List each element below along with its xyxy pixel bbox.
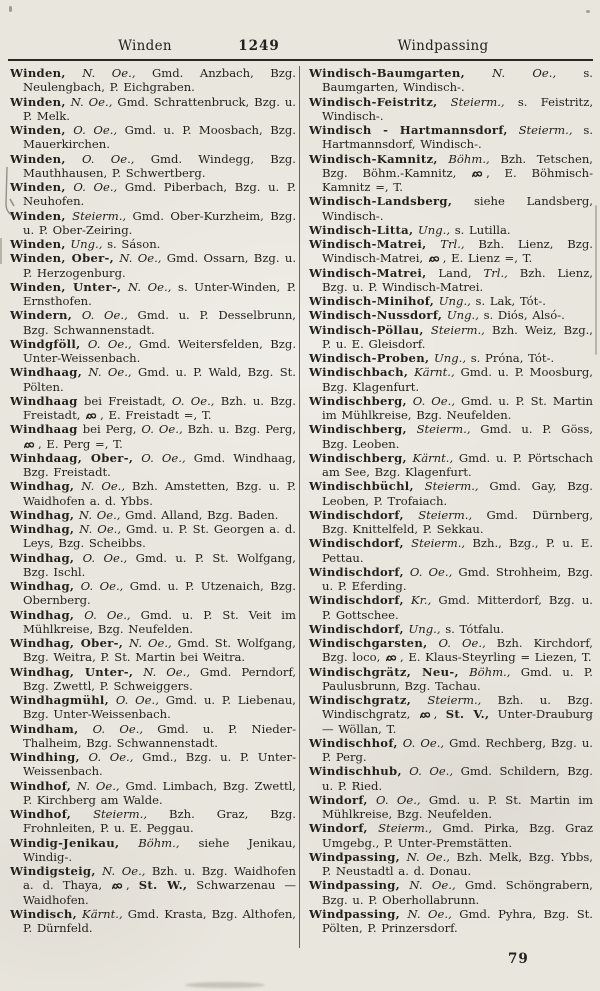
gazetteer-entry (10, 66, 296, 95)
entry-region: Steierm., (71, 807, 148, 821)
entry-text: , E. Freistadt =, T. (100, 408, 212, 422)
entry-region: O. Oe., (133, 450, 186, 465)
entry-text: , (433, 707, 446, 722)
entry-region: Böhm., (119, 835, 180, 850)
gazetteer-entry (309, 907, 593, 936)
entry-headword: Winden, (10, 237, 66, 251)
entry-headword: Windischdorf, (309, 621, 404, 636)
gazetteer-entry (10, 209, 296, 238)
entry-region: Böhm., (458, 664, 511, 679)
entry-region: Steierm., (423, 322, 485, 337)
folio-page-number: 79 (508, 951, 529, 967)
entry-text: Gmd. u. P. Nieder-Thalheim, Bzg. Schwannenstadt. (23, 721, 296, 750)
entry-text: Bzh. Melk, Bzg. Ybbs, P. Neustadtl a. d. Donau. (322, 849, 593, 878)
gazetteer-entry (10, 750, 296, 779)
entry-headword: Windhag, (10, 550, 75, 565)
entry-region: Kärnt., (406, 450, 454, 465)
entry-region: N. Oe., (74, 507, 121, 522)
entry-text: Gmd. u. P. Paulusbrunn, Bzg. Tachau. (322, 664, 593, 693)
entry-region: N. Oe., (65, 94, 113, 109)
gazetteer-entry (309, 821, 593, 850)
entry-text: Bzh. u. Bzg. Waidhofen a. d. Thaya, (23, 864, 296, 893)
entry-text: Gmd. St. Wolfgang, Bzg. Weitra, P. St. Martin bei Weitra. (23, 636, 296, 665)
gazetteer-entry (10, 394, 296, 423)
entry-region: Steierm., (65, 208, 127, 223)
entry-text: bei Perg, (77, 422, 137, 437)
entry-text: Gmd. Ossarn, Bzg. u. P. Herzogenburg. (23, 251, 297, 280)
entry-text: Gmd. Pyhra, Bzg. St. Pölten, P. Prinzersdorf. (322, 906, 593, 935)
entry-text: Gmd. Dürnberg, Bzg. Knittelfeld, P. Sekkau. (322, 507, 594, 536)
gazetteer-entry (10, 608, 296, 637)
entry-text: Gmd. Alland, Bzg. Baden. (120, 507, 279, 522)
entry-text: Gmd. Windhaag, Bzg. Freistadt. (23, 450, 296, 479)
gazetteer-entry (309, 593, 593, 622)
entry-region: Ung., (429, 351, 467, 365)
gazetteer-entry (10, 508, 296, 522)
entry-text: Gmd. Perndorf, Bzg. Zwettl, P. Schweiggers. (23, 664, 297, 693)
entry-text: s. Feistritz, Windisch-. (322, 94, 593, 123)
post-horn-icon (24, 441, 37, 449)
entry-text: Gmd. Strohheim, Bzg. u. P. Eferding. (322, 564, 593, 593)
entry-text: Gmd. u. P. St. Martin im Mühlkreise, Bzg. Neufelden. (322, 792, 593, 821)
entry-region: O. Oe., (65, 123, 118, 137)
entry-headword: Windisch-Litta, (309, 222, 414, 237)
entry-text: Gmd. Schildern, Bzg. u. P. Ried. (322, 764, 593, 793)
gazetteer-entry (309, 123, 593, 152)
gazetteer-entry (10, 907, 296, 936)
entry-text: Bzh. Lienz, Bzg. Windisch-Matrei, (322, 237, 593, 266)
entry-headword: Windisch - Hartmannsdorf, (309, 123, 508, 137)
entry-region: N. Oe., (400, 878, 456, 893)
scan-artifact (586, 10, 590, 13)
entry-region: Steierm., (367, 821, 433, 836)
gazetteer-entry (309, 636, 593, 665)
entry-region: O. Oe., (74, 550, 128, 565)
entry-headword: Windischdorf, (309, 507, 404, 522)
entry-region: Ung., (442, 308, 479, 323)
gazetteer-entry (309, 152, 593, 195)
entry-region: Steierm., (437, 94, 505, 109)
entry-headword: Windorf, (309, 821, 368, 836)
entry-headword: Winden, (10, 66, 66, 80)
entry-region: N. Oe., (65, 66, 136, 80)
entry-headword: St. W., (138, 878, 188, 893)
gazetteer-entry (309, 451, 593, 480)
gazetteer-entry (309, 536, 593, 565)
gazetteer-entry (309, 95, 593, 124)
entry-headword: Windern, (10, 308, 73, 323)
entry-region: O. Oe., (74, 579, 124, 593)
entry-headword: Windhagmühl, (10, 693, 109, 707)
entry-text: , E. Perg =, T. (38, 436, 123, 451)
entry-headword: Windigsteig, (10, 864, 96, 878)
entry-text: Gmd. u. P. Liebenau, Bzg. Unter-Weissenbach. (23, 693, 296, 722)
entry-text: Bzh. Graz, Bzg. Frohnleiten, P. u. E. Peggau. (23, 807, 296, 836)
entry-text: Bzh. Lienz, Bzg. u. P. Windisch-Matrei. (322, 265, 593, 294)
entry-region: N. Oe., (400, 849, 450, 864)
gazetteer-entry (309, 793, 593, 822)
entry-text: Bzh. Kirchdorf, Bzg. loco, (322, 636, 593, 665)
entry-text: bei Freistadt, (77, 393, 166, 408)
entry-headword: Windhag, (10, 607, 75, 622)
entry-headword: Windhag, (10, 507, 75, 522)
running-head-right: Windpassing (397, 38, 489, 54)
entry-headword: Windischdorf, (309, 564, 404, 579)
entry-headword: Windhag, Ober-, (10, 636, 124, 650)
gazetteer-entry (309, 422, 593, 451)
entry-headword: Winden, (10, 123, 66, 137)
gazetteer-entry (10, 551, 296, 580)
scan-artifact (9, 6, 12, 12)
entry-text: Gmd. Schrattenbruck, Bzg. u. P. Melk. (23, 94, 296, 123)
entry-region: Ung., (403, 621, 441, 636)
gazetteer-entry (10, 864, 296, 907)
entry-text: s. Tótfalu. (440, 621, 505, 636)
gazetteer-entry (309, 764, 593, 793)
entry-region: O. Oe., (80, 336, 132, 351)
gazetteer-entry (10, 365, 296, 394)
entry-headword: Windischdorf, (309, 536, 404, 551)
entry-text: s. Próna, Tót-. (466, 351, 555, 365)
entry-headword: Winden, (10, 94, 66, 109)
entry-headword: Windisch-Baumgarten, (309, 66, 465, 80)
entry-headword: Windhof, (10, 807, 72, 821)
running-head-page-number: 1249 (238, 38, 280, 54)
entry-headword: Windischgarsten, (309, 636, 428, 650)
post-horn-icon (420, 711, 433, 719)
gazetteer-entry (10, 95, 296, 124)
entry-headword: St. V., (445, 707, 490, 722)
entry-text: siehe Landsberg, Windisch-. (322, 194, 593, 223)
entry-text: Gmd. u. P. St. Martin im Mühlkreise, Bzg. Neufelden. (322, 393, 593, 422)
entry-headword: Windhaag (10, 422, 78, 437)
entry-headword: Windisch-Feistritz, (309, 94, 438, 109)
entry-headword: Windhag, (10, 579, 75, 593)
entry-region: O. Oe., (401, 764, 454, 779)
gazetteer-entry (10, 422, 296, 451)
entry-text: Bzh. Tetschen, Bzg. Böhm.-Kamnitz, (322, 151, 593, 180)
entry-headword: Windischbüchl, (309, 479, 414, 494)
entry-headword: Windhag, (10, 479, 75, 494)
entry-text: Bzh. u. Bzg. Windischgratz, (322, 693, 593, 722)
entry-text: Bzh. u. Bzg. Freistadt, (23, 393, 296, 422)
gazetteer-entry (10, 451, 296, 480)
entry-region: Ung., (65, 237, 103, 251)
gazetteer-entry (309, 622, 593, 636)
entry-region: O. Oe., (406, 393, 456, 408)
entry-headword: Windischgratz, (309, 693, 412, 707)
entry-region: N. Oe., (95, 864, 146, 878)
entry-region: O. Oe., (403, 564, 453, 579)
gazetteer-entry (10, 337, 296, 366)
entry-headword: Winhdaag, Ober-, (10, 450, 134, 465)
entry-text: Gmd. Rechberg, Bzg. u. P. Perg. (322, 735, 593, 764)
entry-text: Unter-Drauburg — Wöllan, T. (322, 707, 593, 736)
entry-headword: Windpassing, (309, 849, 401, 864)
entry-text: Bzh. Weiz, Bzg., P. u. E. Gleisdorf. (322, 322, 593, 351)
entry-headword: Windhof, (10, 778, 72, 793)
entry-headword: Winden, Unter-, (10, 279, 122, 294)
entry-region: Steierm., (413, 479, 479, 494)
scan-artifact (0, 238, 2, 264)
entry-region: O. Oe., (72, 308, 128, 323)
gazetteer-entry (309, 308, 593, 322)
entry-region: N. Oe., (133, 664, 191, 679)
gazetteer-entry (10, 722, 296, 751)
gazetteer-entry (309, 266, 593, 295)
gazetteer-entry (10, 636, 296, 665)
entry-headword: Windig-Jenikau, (10, 835, 120, 850)
entry-text: Bzh. Amstetten, Bzg. u. P. Waidhofen a. d. Ybbs. (23, 479, 296, 508)
entry-headword: Windhag, Unter-, (10, 664, 134, 679)
post-horn-icon (429, 255, 442, 263)
entry-region: Ung., (434, 294, 471, 308)
entry-headword: Windhag, (10, 522, 75, 536)
entry-region: Steierm., (403, 536, 466, 551)
gazetteer-entry (309, 66, 593, 95)
gazetteer-entry (309, 351, 593, 365)
gazetteer-entry (10, 237, 296, 251)
post-horn-icon (86, 412, 99, 420)
entry-headword: Windisch-Matrei, (309, 265, 427, 280)
entry-text: Bzh. u. Bzg. Perg, (182, 422, 297, 437)
entry-text: Land, (426, 265, 472, 280)
gazetteer-entry (10, 152, 296, 181)
entry-text: Gmd. u. P. Moosburg, Bzg. Klagenfurt. (322, 365, 593, 394)
entry-headword: Windisch-Pöllau, (309, 322, 424, 337)
entry-headword: Winden, (10, 180, 66, 194)
entry-region: O. Oe., (65, 180, 118, 194)
entry-region: O. Oe., (79, 750, 134, 764)
entry-text: s. Lutilla. (450, 222, 511, 237)
entry-text: Gmd. u. P. Utzenaich, Bzg. Obernberg. (23, 579, 296, 608)
entry-headword: Winden, Ober-, (10, 251, 115, 266)
entry-text: Gmd. u. P. Pörtschach am See, Bzg. Klagenfurt. (322, 450, 593, 479)
gazetteer-entry (10, 522, 296, 551)
entry-headword: Winden, (10, 208, 66, 223)
entry-region: O. Oe., (136, 422, 183, 437)
entry-region: O. Oe., (74, 607, 131, 622)
entry-headword: Windisch-Proben, (309, 351, 430, 365)
entry-headword: Windischhub, (309, 764, 402, 779)
header-rule (8, 59, 593, 61)
entry-headword: Windischberg, (309, 450, 407, 465)
post-horn-icon (386, 654, 399, 662)
entry-text: , E. Lienz =, T. (442, 251, 533, 266)
post-horn-icon (472, 170, 485, 178)
entry-text: s. Hartmannsdorf, Windisch-. (322, 123, 594, 152)
entry-headword: Windhaag (10, 393, 78, 408)
entry-region: N. Oe., (464, 66, 557, 80)
entry-region: Steierm., (406, 422, 471, 437)
gazetteer-entry (309, 194, 593, 223)
entry-region: Trl., (426, 237, 465, 251)
entry-headword: Windisch-Landsberg, (309, 194, 453, 209)
entry-text: Bzh., Bzg., P. u. E. Pettau. (322, 536, 594, 565)
gazetteer-entry (10, 180, 296, 209)
entry-text: siehe Jenikau, Windig-. (23, 835, 296, 864)
column-left (10, 66, 296, 935)
entry-text: Gmd. Krasta, Bzg. Althofen, P. Dürnfeld. (23, 906, 296, 935)
entry-text: Gmd. Limbach, Bzg. Zwettl, P. Kirchberg am Walde. (23, 778, 296, 807)
entry-text: Gmd. Piberbach, Bzg. u. P. Neuhofen. (23, 180, 297, 209)
entry-region: O. Oe., (427, 636, 486, 650)
entry-region: Kärnt., (408, 365, 455, 380)
column-right (309, 66, 593, 935)
entry-text: s. Baumgarten, Windisch-. (322, 66, 593, 95)
gazetteer-entry (10, 123, 296, 152)
gazetteer-entry (10, 807, 296, 836)
entry-headword: Windischgrätz, Neu-, (309, 664, 459, 679)
entry-text: Gmd. Ober-Kurzheim, Bzg. u. P. Ober-Zeiring. (23, 208, 297, 237)
gazetteer-entry (10, 693, 296, 722)
entry-region: N. Oe., (123, 636, 172, 650)
entry-text: s. Lak, Tót-. (470, 294, 546, 308)
entry-region: O. Oe., (108, 693, 159, 707)
gazetteer-entry (309, 693, 593, 736)
entry-headword: Windischberg, (309, 393, 407, 408)
entry-text: Gmd. Weitersfelden, Bzg. Unter-Weissenbach. (23, 336, 297, 365)
entry-headword: Windisch-Kamnitz, (309, 151, 438, 166)
entry-text: , (126, 878, 139, 893)
gazetteer-entry (309, 665, 593, 694)
entry-headword: Windpassing, (309, 878, 401, 893)
entry-text: Gmd. Pirka, Bzg. Graz Umgebg., P. Unter-Premstätten. (322, 821, 593, 850)
entry-text: Gmd. u. P. St. Veit im Mühlkreise, Bzg. Neufelden. (23, 607, 296, 636)
entry-text: , E. Klaus-Steyrling = Liezen, T. (399, 650, 592, 665)
entry-text: Gmd. u. P. Desselbrunn, Bzg. Schwannenstadt. (23, 308, 296, 337)
entry-region: Steierm., (411, 693, 482, 707)
entry-headword: Windorf, (309, 792, 368, 807)
entry-text: Gmd. Windegg, Bzg. Mauthhausen, P. Schwertberg. (23, 151, 296, 180)
entry-headword: Windpassing, (309, 906, 401, 921)
gazetteer-entry (10, 779, 296, 808)
gazetteer-entry (309, 237, 593, 266)
entry-region: O. Oe., (78, 721, 144, 736)
gazetteer-entry (10, 479, 296, 508)
entry-region: N. Oe., (400, 906, 452, 921)
entry-headword: Winden, (10, 151, 66, 166)
gazetteer-entry (10, 665, 296, 694)
entry-region: Kr., (403, 593, 432, 608)
gazetteer-entry (10, 251, 296, 280)
gazetteer-entry (309, 294, 593, 308)
entry-text: s. Diós, Alsó-. (478, 308, 565, 323)
entry-text: Gmd. u. P. St. Wolfgang, Bzg. Ischl. (23, 550, 296, 579)
gazetteer-entry (309, 479, 593, 508)
gazetteer-entry (10, 579, 296, 608)
column-divider-rule (299, 66, 300, 948)
entry-region: N. Oe., (121, 279, 172, 294)
entry-text: Gmd. Schöngrabern, Bzg. u. P. Oberhollabrunn. (322, 878, 593, 907)
entry-text: Gmd. u. P. Moosbach, Bzg. Mauerkirchen. (23, 123, 296, 152)
entry-region: Trl., (471, 265, 508, 280)
entry-text: Gmd. Anzbach, Bzg. Neulengbach, P. Eichgraben. (23, 66, 296, 95)
entry-region: O. Oe., (65, 151, 135, 166)
entry-region: N. Oe., (71, 778, 120, 793)
entry-region: Kärnt., (76, 906, 123, 921)
entry-headword: Windhing, (10, 750, 80, 764)
entry-region: Böhm., (437, 151, 490, 166)
gazetteer-entry (309, 223, 593, 237)
entry-region: Ung., (413, 222, 451, 237)
gazetteer-entry (309, 736, 593, 765)
entry-headword: Windgföll, (10, 336, 81, 351)
entry-text: , E. Böhmisch-Kamnitz =, T. (322, 165, 593, 194)
entry-text: Gmd. Mitterdorf, Bzg. u. P. Gottschee. (322, 593, 593, 622)
gazetteer-entry (309, 850, 593, 879)
gazetteer-entry (309, 323, 593, 352)
entry-headword: Windischdorf, (309, 593, 404, 608)
scan-artifact (595, 205, 597, 355)
entry-headword: Windisch-Matrei, (309, 237, 427, 251)
entry-text: Schwarzenau — Waidhofen. (23, 878, 297, 907)
entry-text: s. Sáson. (102, 237, 161, 251)
entry-region: O. Oe., (367, 792, 421, 807)
entry-region: N. Oe., (74, 479, 126, 494)
entry-headword: Windhaag, (10, 365, 83, 380)
entry-text: Gmd. u. P. Göss, Bzg. Leoben. (322, 422, 594, 451)
entry-headword: Windisch-Nussdorf, (309, 308, 443, 323)
gazetteer-entry (309, 365, 593, 394)
gazetteer-entry (309, 878, 593, 907)
entry-text: Gmd. u. P. St. Georgen a. d. Leys, Bzg. Scheibbs. (23, 522, 296, 551)
entry-region: Steierm., (507, 123, 573, 137)
entry-region: O. Oe., (397, 735, 445, 750)
entry-headword: Windischhof, (309, 735, 398, 750)
running-head-left: Winden (118, 38, 172, 54)
gazetteer-entry (309, 394, 593, 423)
entry-headword: Windisch-Minihof, (309, 294, 435, 308)
entry-text: Gmd. Gay, Bzg. Leoben, P. Trofaiach. (322, 479, 593, 508)
gazetteer-entry (10, 308, 296, 337)
entry-headword: Windham, (10, 721, 79, 736)
entry-region: O. Oe., (165, 393, 215, 408)
entry-text: Gmd., Bzg. u. P. Unter-Weissenbach. (23, 750, 296, 779)
entry-headword: Windischbach, (309, 365, 409, 380)
gazetteer-entry (309, 565, 593, 594)
entry-region: Steierm., (403, 507, 473, 522)
scan-artifact (185, 982, 265, 988)
gazetteer-entry (309, 508, 593, 537)
entry-text: Gmd. u. P. Wald, Bzg. St. Pölten. (23, 365, 296, 394)
entry-region: N. Oe., (114, 251, 162, 266)
entry-region: N. Oe., (74, 522, 122, 536)
gazetteer-entry (10, 836, 296, 865)
gazetteer-entry (10, 280, 296, 309)
entry-headword: Windisch, (10, 906, 77, 921)
post-horn-icon (112, 882, 125, 890)
entry-region: N. Oe., (82, 365, 132, 380)
entry-headword: Windischberg, (309, 422, 407, 437)
entry-text: s. Unter-Winden, P. Ernsthofen. (23, 279, 296, 308)
